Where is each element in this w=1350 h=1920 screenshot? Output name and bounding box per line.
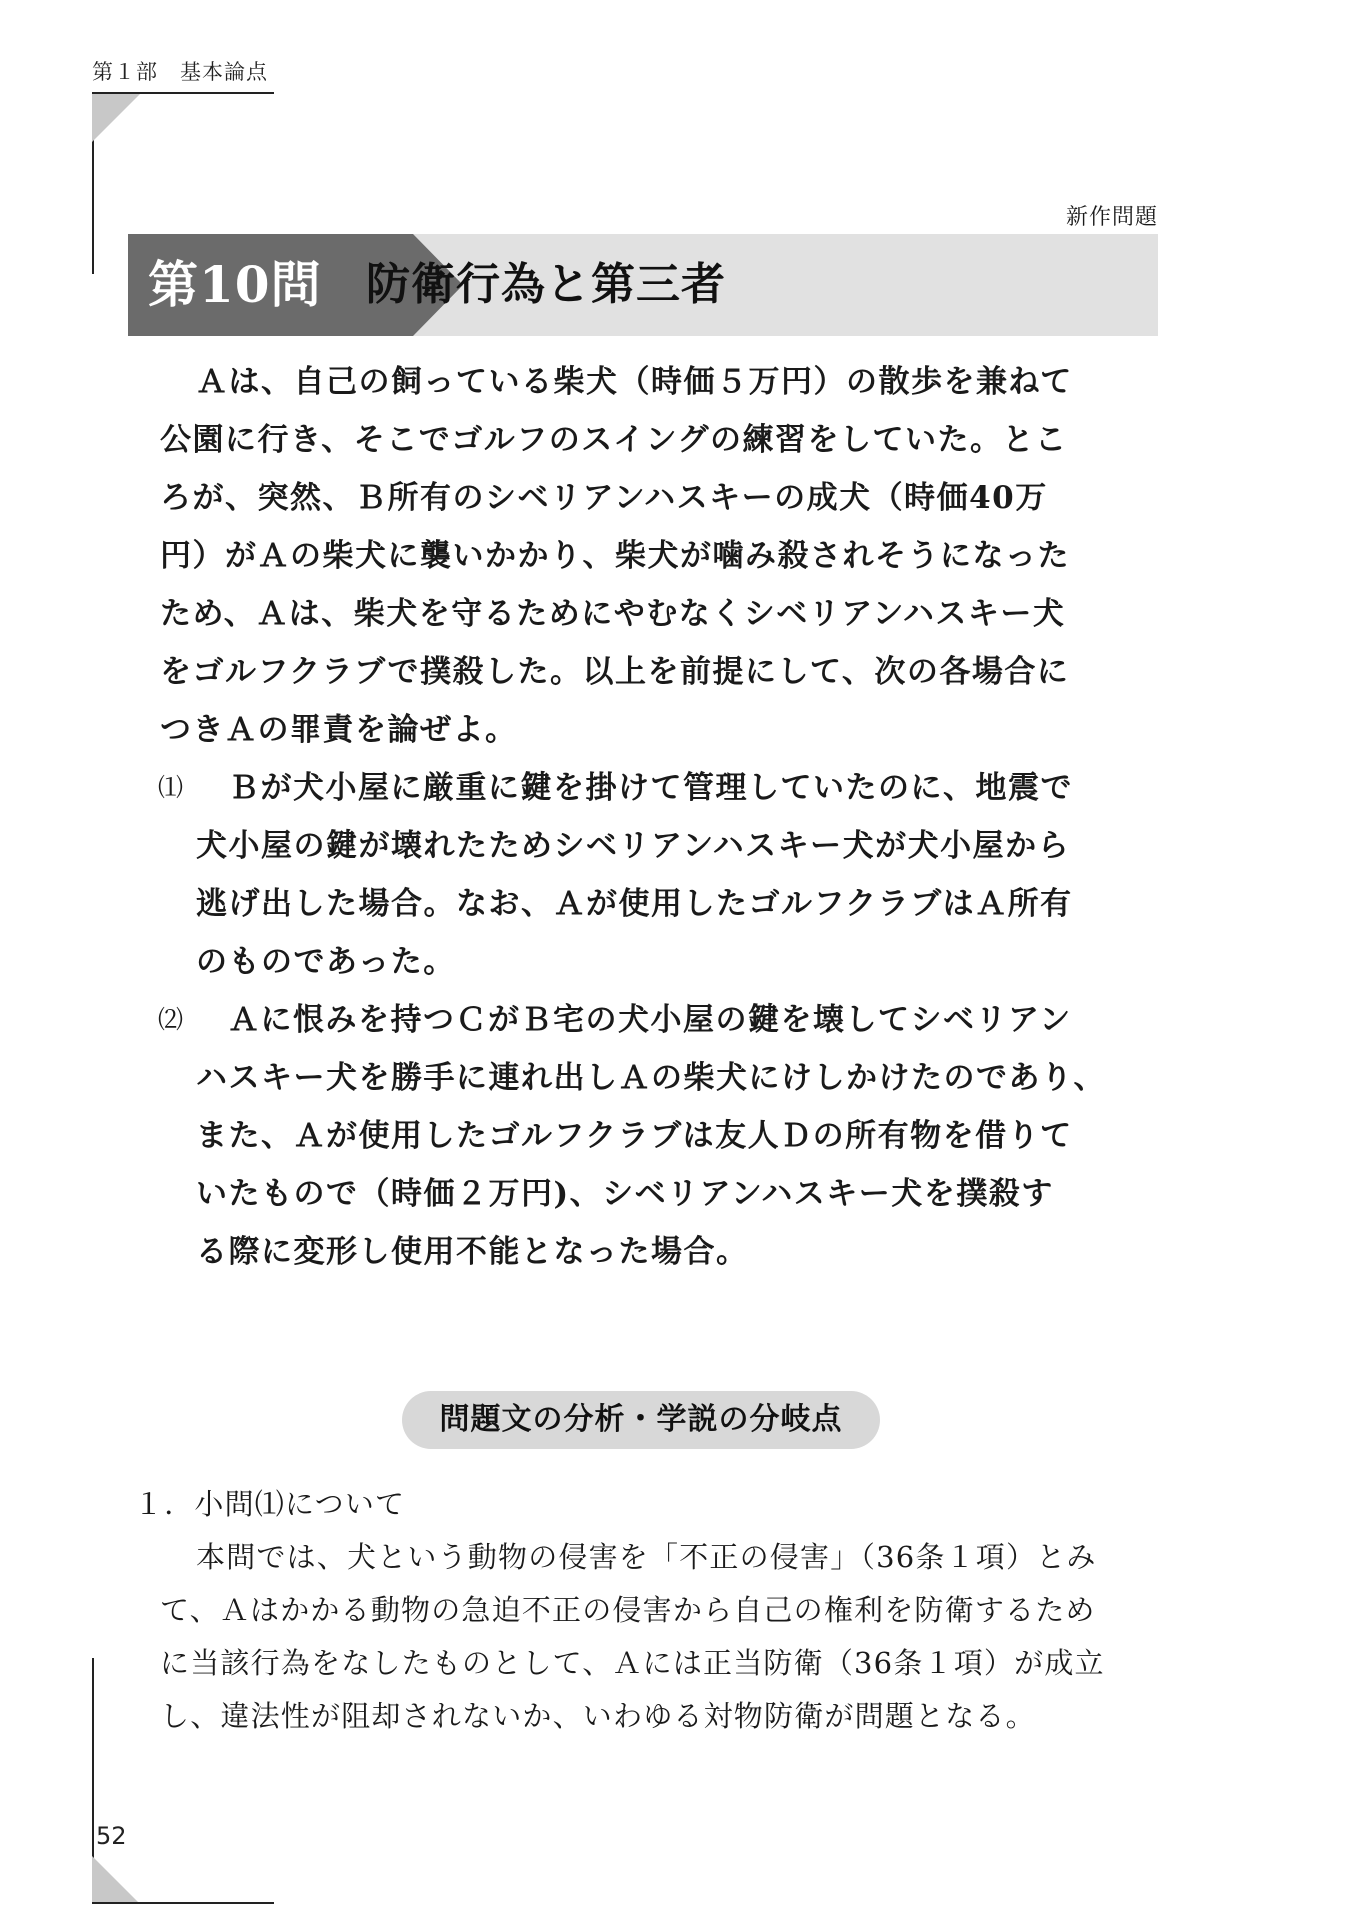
intro-line: つきＡの罪責を論ぜよ。 [160,712,518,748]
subquestion-2-line: また、Ａが使用したゴルフクラブは友人Ｄの所有物を借りて [196,1118,1073,1154]
analysis-line: て、Ａはかかる動物の急迫不正の侵害から自己の権利を防衛するため [160,1593,1096,1627]
subquestion-2-label: ⑵ [158,1005,185,1034]
corner-triangle-top [92,94,140,142]
problem-title: 防衛行為と第三者 [366,259,726,310]
analysis-line: 本問では、犬という動物の侵害を「不正の侵害」（36条１項）とみ [196,1540,1097,1574]
subquestion-2-line: いたもので（時価２万円)、シベリアンハスキー犬を撲殺す [196,1176,1054,1212]
intro-line: ため、Ａは、柴犬を守るためにやむなくシベリアンハスキー犬 [160,596,1066,632]
section-title: 問題文の分析・学説の分岐点 [402,1391,880,1449]
intro-line: 円）がＡの柴犬に襲いかかり、柴犬が噛み殺されそうになった [160,538,1070,574]
subquestion-2-line: ハスキー犬を勝手に連れ出しＡの柴犬にけしかけたのであり、 [196,1060,1106,1096]
page-number: 52 [96,1822,127,1850]
intro-line: 公園に行き、そこでゴルフのスイングの練習をしていた。とこ [160,422,1068,458]
subquestion-1-label: ⑴ [158,773,185,802]
subquestion-2-line: る際に変形し使用不能となった場合。 [196,1234,749,1270]
analysis-line: し、違法性が阻却されないか、いわゆる対物防衛が問題となる。 [160,1699,1036,1733]
intro-line: ろが、突然、Ｂ所有のシベリアンハスキーの成犬（時価40万 [160,480,1048,516]
subquestion-1-line: 逃げ出した場合。なお、Ａが使用したゴルフクラブはＡ所有 [196,886,1073,922]
bottom-rule [92,1902,274,1904]
intro-line: Ａは、自己の飼っている柴犬（時価５万円）の散歩を兼ねて [196,364,1073,400]
corner-triangle-bottom [92,1856,140,1904]
intro-line: をゴルフクラブで撲殺した。以上を前提にして、次の各場合に [160,654,1070,690]
subquestion-1-line: のものであった。 [196,944,456,980]
problem-number: 第10問 [148,255,322,314]
subquestion-1-line: 犬小屋の鍵が壊れたためシベリアンハスキー犬が犬小屋から [196,828,1071,864]
running-head: 第１部 基本論点 [92,60,268,84]
subquestion-2-line: Ａに恨みを持つＣがＢ宅の犬小屋の鍵を壊してシベリアン [228,1002,1072,1038]
analysis-heading: １．小問⑴について [134,1487,406,1521]
subquestion-1-line: Ｂが犬小屋に厳重に鍵を掛けて管理していたのに、地震で [228,770,1073,806]
analysis-line: に当該行為をなしたものとして、Ａには正当防衛（36条１項）が成立 [160,1646,1105,1680]
new-problem-label: 新作問題 [1065,205,1158,230]
